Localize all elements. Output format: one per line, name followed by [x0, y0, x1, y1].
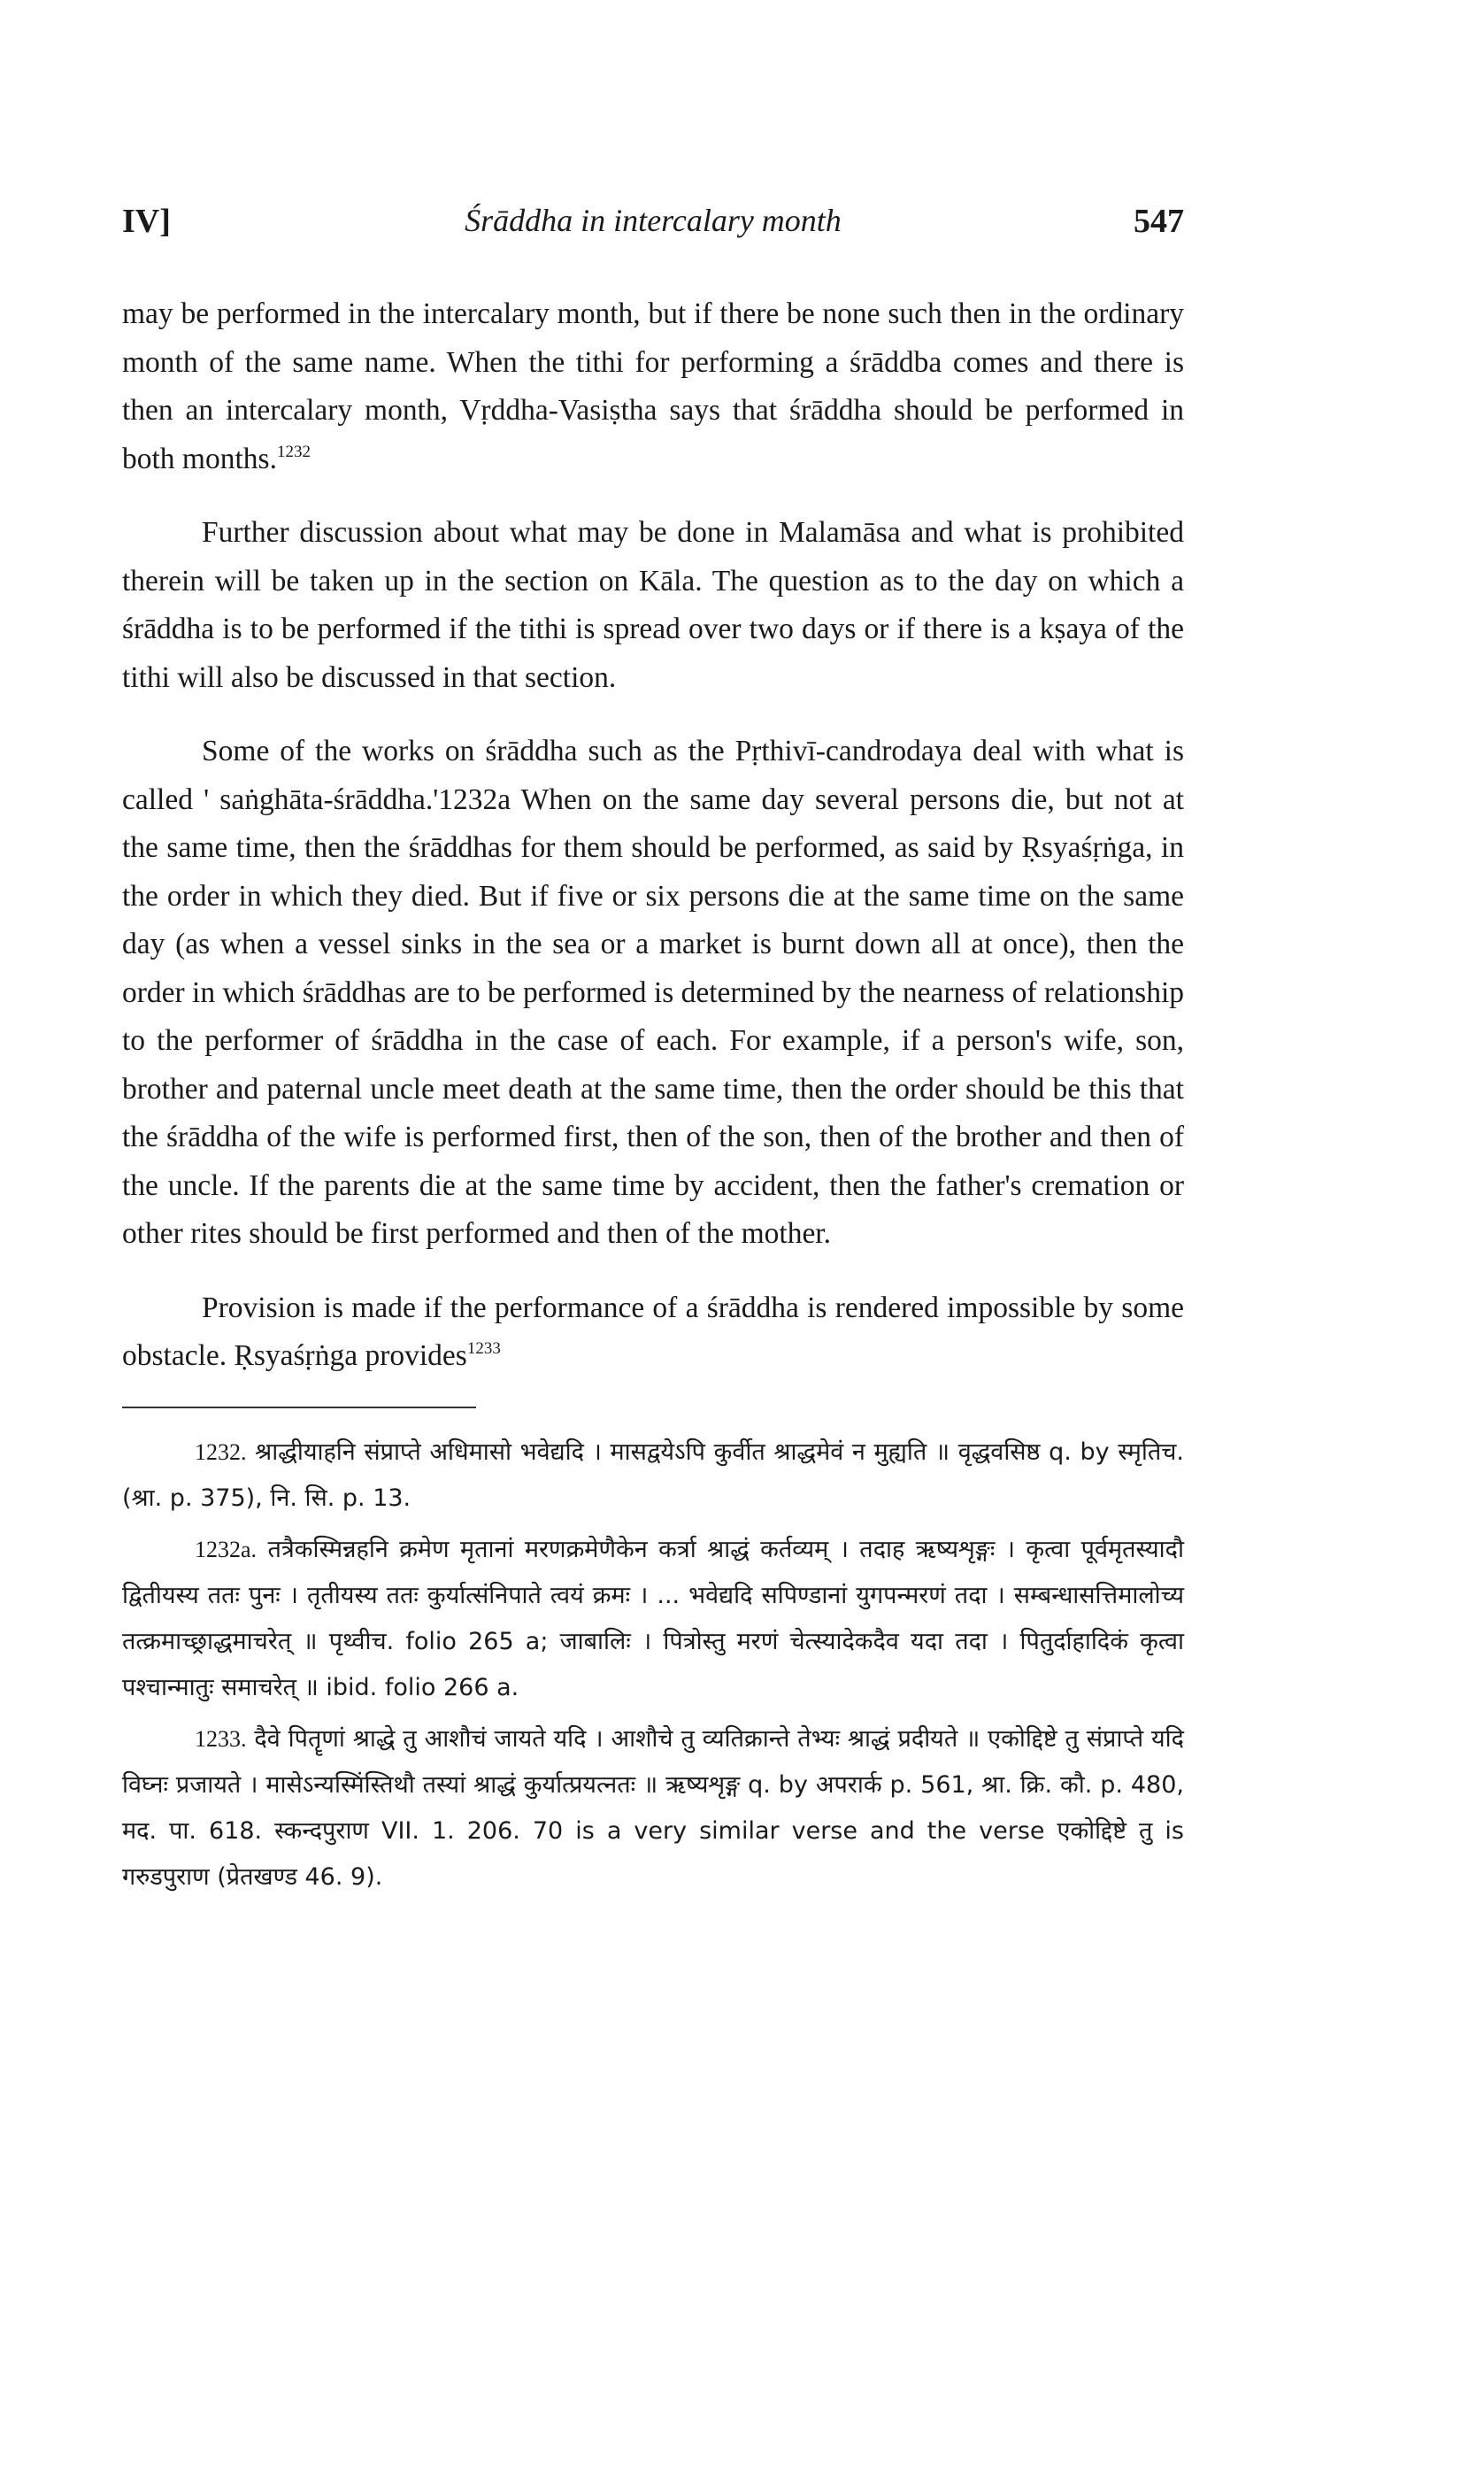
paragraph-1 — [122, 290, 1184, 483]
paragraph-4-text: Provision is made if the performance of a śrāddha is rendered impossible by some obstacle. Ṛsyaśṛṅga provides — [122, 1291, 1184, 1372]
footnote-1232a — [122, 1527, 1184, 1711]
paragraph-2-text: Further discussion about what may be done in Malamāsa and what is prohibited therein will be taken up in the section on Kāla. The question as to the day on which a śrāddha is to be performed if the tithi is spread over two days or if there is a kṣaya of the tithi will also be discussed in that section. — [122, 516, 1184, 694]
paragraph-3-text: Some of the works on śrāddha such as the Pṛthivī-candrodaya deal with what is called ' saṅghāta-śrāddha.'1232a When on the same day several persons die, but not at the same time, then the śrāddhas for them should be performed, as said by Ṛsyaśṛṅga, in the order in which they died. But if five or six persons die at the same time on the same day (as when a vessel sinks in the sea or a market is burnt down all at once), then the order in which śrāddhas are to be performed is determined by the nearness of relationship to the performer of śrāddha in the case of each. For example, if a person's wife, son, brother and paternal uncle meet death at the same time, then the order should be this that the śrāddha of the wife is performed first, then of the son, then of the brother and then of the uncle. If the parents die at the same time by accident, then the father's cremation or other rites should be first performed and then of the mother. — [122, 735, 1185, 1250]
footnote-text: तत्रैकस्मिन्नहनि क्रमेण मृतानां मरणक्रमेणैकेन कर्त्रा श्राद्धं कर्तव्यम् । तदाह ऋष्यशृङ्गः । कृत्वा पूर्वमृतस्यादौ द्वितीयस्य ततः पुनः । तृतीयस्य ततः कुर्यात्संनिपाते त्वयं क्रमः । ... भवेद्यदि सपिण्डानां युगपन्मरणं तदा । सम्बन्धासत्तिमालोच्य तत्क्रमाच्छ्राद्धमाचरेत् ॥ पृथ्वीच. folio 265 a; जाबालिः । पित्रोस्तु मरणं चेत्स्यादेकदैव यदा तदा । पितुर्दाहादिकं कृत्वा पश्चान्मातुः समाचरेत् ॥ ibid. folio 266 a. — [122, 1535, 1184, 1701]
running-head — [122, 202, 1184, 255]
chapter-number: IV] — [122, 203, 171, 240]
footnote-text: श्राद्धीयाहनि संप्राप्ते अधिमासो भवेद्यदि । मासद्वयेऽपि कुर्वीत श्राद्धमेवं न मुह्यति ॥ वृद्धवसिष्ठ q. by स्मृतिच. (श्रा. p. 375), नि. सि. p. 13. — [122, 1438, 1184, 1512]
book-page — [122, 202, 1184, 1906]
paragraph-2 — [122, 509, 1184, 702]
page-number: 547 — [1134, 203, 1184, 240]
footnotes — [122, 1430, 1184, 1900]
paragraph-4 — [122, 1284, 1184, 1381]
footnote-number: 1233. — [195, 1725, 247, 1752]
page-title: Śrāddha in intercalary month — [465, 203, 842, 238]
footnote-number: 1232a. — [195, 1536, 258, 1562]
footnote-number: 1232. — [195, 1438, 247, 1465]
footnote-separator — [122, 1407, 476, 1408]
paragraph-3 — [122, 728, 1184, 1259]
footnote-text: दैवे पितॄणां श्राद्धे तु आशौचं जायते यदि । आशौचे तु व्यतिक्रान्ते तेभ्यः श्राद्धं प्रदीयते ॥ एकोद्दिष्टे तु संप्राप्ते यदि विघ्नः प्रजायते । मासेऽन्यस्मिंस्तिथौ तस्यां श्राद्धं कुर्यात्प्रयत्नतः ॥ ऋष्यशृङ्ग q. by अपरार्क p. 561, श्रा. क्रि. कौ. p. 480, मद. पा. 618. स्कन्दपुराण VII. 1. 206. 70 is a very similar verse and the verse एकोद्दिष्टे तु is गरुडपुराण (प्रेतखण्ड 46. 9). — [122, 1724, 1184, 1891]
body-text — [122, 290, 1184, 1381]
footnote-1232 — [122, 1430, 1184, 1522]
footnote-1233 — [122, 1716, 1184, 1900]
footnote-ref-1232: 1232 — [276, 442, 311, 461]
paragraph-1-text: may be performed in the intercalary month, but if there be none such then in the ordinary month of the same name. When the tithi for performing a śrāddba comes and there is then an intercalary month, Vṛddha-Vasiṣtha says that śrāddha should be performed in both months. — [122, 297, 1184, 475]
footnote-ref-1233: 1233 — [466, 1339, 501, 1358]
